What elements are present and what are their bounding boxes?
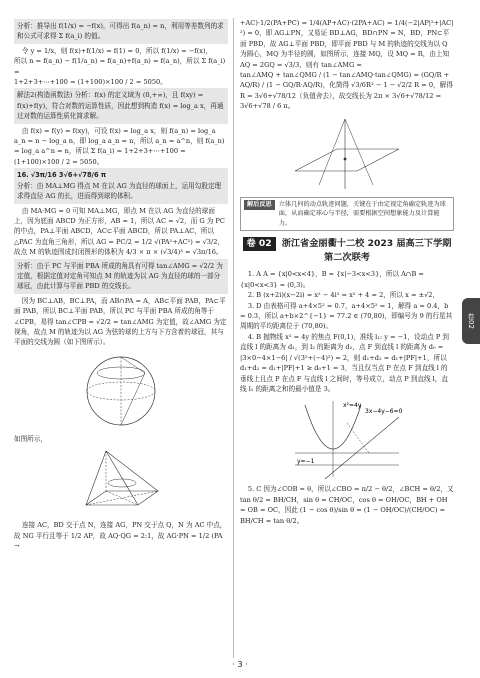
solution-paragraph: 由 f(x) = f(y) = f(xy)，可设 f(x) = log_a x，则 f(a_n) = log_a a_n = n − log_a n，即 log_a a_n = n，所以 a_n = a^n，则 f(a_n) = log_a a^n = n，所以 Σ f(a_i) = 1+2+3+⋯+100 = (1+100)×100 / 2 = 5050。 — [14, 126, 225, 166]
q16-answer-block — [14, 168, 228, 203]
right-column — [240, 18, 454, 526]
answer-4: 4. B 抛物线 x² = 4y 的焦点 F(0,1)，准线 l₁: y = −1，设动点 P 到直线 l 的距离为 d₁，到 l₂ 的距离为 d₂，点 F 到直线 l 的距离为 d₀ = |3×0−4×1−6| / √(3²+(−4)²) = 2，则 d₁+d₂ = d₁+|PF|+1，所以 d₁+d₂ = d₁+|PF|+1 ≥ d₀+1 = 3，当且仅当点 P 在点 F 到直线 l 的垂线上且点 P 在点 F 与直线 l 之间时，等号成立，动点 P 到直线 l，直线 l₁ 的距离之和的最小值是 3。 — [240, 332, 449, 393]
parabola-figure — [287, 397, 407, 481]
analysis-text: 解法2(构造函数法) 分析：f(x) 的定义域为 (0,+∞)，且 f(xy) = f(x)+f(y)，符合对数的运算性质，因此想到构造 f(x) = log_a x，再通过对数的运算性质化简求解。 — [17, 91, 224, 121]
solution-line: 令 y = 1/x，则 f(x)+f(1/x) = f(1) = 0，所以 f(1/x) = −f(x)， — [21, 46, 213, 55]
q16-answer: √3π/16 3√6+√78/6 π — [30, 171, 107, 180]
analysis-text: 分析：由于 PC 与平面 PBA 所成的角具有可得 tan∠AMG = √2/2 为定值，根据定值对定角可知点 M 的轨迹为以 AG 为直径的球的一部分球冠，由此计算与平面 PBD 的交线长。 — [17, 261, 223, 291]
reflection-text: 立体几何的动点轨迹问题，关键在于由定视定角确定轨迹为球面，从而确定球心与半径，需要根据空间想象能力及计算能力。 — [278, 200, 446, 227]
solution-line: 所以 n = f(a_n) − f(1/a_n) = f(a_n)+f(a_n) = f(a_n)，所以 Σ f(a_i) = — [14, 57, 226, 76]
parabola-label: x²=4y — [343, 402, 362, 410]
solution-paragraph: 由 MA·MG = 0 可知 MA⊥MG，即点 M 在以 AG 为直径的球面上，因为底面 ABCD 为正方形，AB = 1，所以 AC = √2，而 G 为 PC 的中点，PA⊥平面 ABCD，AC⊂平面 ABCD，所以 PA⊥AC，所以 △PAC 为直角三角形，所以 AG = PC/2 = 1/2 √(PA²+AC²) = √3/2，故点 M 的轨迹围成封闭图形的体积为 4/3 × π × (√3/4)³ = √3π/16。 — [14, 206, 225, 257]
directrix-label: y=−1 — [297, 458, 315, 466]
answer-1: 1. A A = {x|0<x<4}，B = {x|−3<x<3}，所以 A∩B = {x|0<x<3} = (0,3)。 — [240, 270, 424, 289]
column-divider — [233, 18, 234, 658]
page — [14, 18, 454, 658]
analysis-text: 分析：推导出 f(1/x) = −f(x)，可得出 f(a_n) = n，利用等差数列的求和公式可求得 Σ f(a_i) 的值。 — [17, 22, 224, 41]
exam-title-text: 浙江省金丽衢十二校 2023 届高三下学期第二次联考 — [281, 238, 452, 264]
answer-2: 2. B (x+2i)(x−2i) = x² − 4i² = x² + 4 = 2，所以 x = ±√2， — [247, 291, 440, 300]
reflection-box — [240, 197, 454, 232]
analysis-text: 分析：由 MA⊥MG 得点 M 在以 AG 为直径的球面上，运用勾股定理求得直径 AG 的长，进而得到球的体积。 — [17, 181, 222, 201]
plane-section-figure — [287, 115, 407, 193]
reflection-label: 解后反思 — [244, 200, 275, 210]
solution-paragraph: tan∠AMQ + tan∠QMG / (1 − tan∠AMQ·tan∠QMG) = (GQ/R + AQ/R) / (1 − GQ/R·AQ/R)，化简得 √3/6R² − 1 − √2/2 R = 0，解得 R = 3√6+√78/12（负值舍去），故交线长为 2π × 3√6+√78/12 = — [240, 71, 453, 100]
line-label: 3x−4y−6=0 — [365, 408, 403, 416]
analysis-block-2 — [14, 88, 228, 123]
side-tab: 卷02 — [462, 298, 480, 344]
sphere-figure — [71, 351, 171, 431]
page-number: · 3 · — [232, 660, 248, 669]
exam-tag: 卷 02 — [243, 237, 276, 251]
solution-line: 1+2+3+⋯+100 = (1+100)×100 / 2 = 5050。 — [14, 78, 167, 87]
left-column — [14, 18, 228, 551]
pyramid-figure — [66, 447, 176, 517]
answer-3: 3. D 由表格可得 a+4×5² = 0.7，a+4×5² = 1，解得 a = 0.4，b = 0.3，所以 a+b×2^{−1} = 77.2 ∈ (70,80)，即编号为 9 的行星其周期的平均距离位于 (70,80)。 — [240, 301, 453, 331]
analysis-block-1 — [14, 19, 228, 44]
question-number: 16. — [17, 171, 29, 180]
solution-paragraph: 因为 BC⊥AB，BC⊥PA，而 AB∩PA = A，AB⊂平面 PAB，PA⊂平面 PAB，所以 BC⊥平面 PAB，所以 PC 与平面 PBA 所成的角等于∠CPB，易得 tan∠CPB = √2/2 = tan∠AMG 为定值，故∠AMG 为定视角，故点 M 的轨迹为以 AG 为弦的球的上方与下方含着的球冠，其与平面的交线为圆（如下图所示）。 — [14, 296, 227, 347]
solution-paragraph: 连接 AC，BD 交于点 N，连接 AG，PN 交于点 Q，N 为 AC 中点，故 NG 平行且等于 1/2 AP，故 AQ·QG = 2:1，故 AG·PN = 1/2 (PA → — [14, 521, 227, 550]
figure-caption: 如图所示， — [14, 434, 47, 443]
solution-line: 3√6+√78 / 6 π。 — [240, 102, 295, 111]
exam-title — [240, 237, 454, 265]
answer-5: 5. C 因为∠COB = θ，所以∠CBO = π/2 − θ/2，∠BCH = θ/2，又 tan θ/2 = BH/CH，sin θ = CH/OC，cos θ = OH/OC，BH + OH = OB = OC，因此 (1 − cos θ)/sin θ = (1 − OH/OC)/(CH/OC) = BH/CH = tan θ/2。 — [240, 485, 454, 525]
solution-paragraph: +AC)·1/2(PA+PC) = 1/4(AP+AC)·(2PA+AC) = 1/4(−2|AP|²+|AC|²) = 0，即 AG⊥PN，又易证 BD⊥AG，BD∩PN = N，BD，PN⊂平面 PBD，故 AG⊥平面 PBD，即平面 PBD 与 M 的轨迹的交线为以 Q 为圆心，MQ 为半径的圆，如图所示，连接 MQ，设 MQ = R，由上知 AQ = 2GQ = √3/3，则有 tan∠AMG = — [240, 19, 454, 69]
analysis-block-3 — [14, 259, 228, 294]
